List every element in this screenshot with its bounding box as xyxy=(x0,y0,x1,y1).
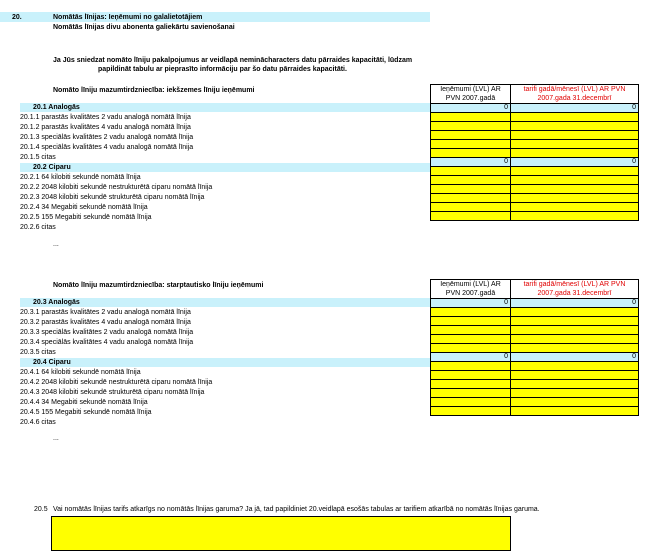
table-row xyxy=(431,140,639,149)
col-revenue-header: Ieņēmumi (LVL) AR PVN 2007.gadā xyxy=(431,280,511,299)
domestic-revenue-table xyxy=(430,84,639,221)
tariff-cell[interactable]: 0 xyxy=(511,299,639,308)
tariff-cell[interactable] xyxy=(511,113,639,122)
revenue-cell[interactable] xyxy=(431,212,511,221)
item-row-label: 20.3.4 speciālās kvalitātes 4 vadu analogā nomātā līnija xyxy=(20,339,194,346)
table-row xyxy=(431,371,639,380)
item-row-label: 20.3.2 parastās kvalitātes 4 vadu analogā nomātā līnija xyxy=(20,319,191,326)
revenue-cell[interactable] xyxy=(431,140,511,149)
tariff-cell[interactable] xyxy=(511,362,639,371)
item-row-label: 20.2.6 citas xyxy=(20,224,56,231)
section-number: 20. xyxy=(12,14,22,21)
revenue-cell[interactable] xyxy=(431,185,511,194)
item-row-label: 20.4.1 64 kilobiti sekundē nomātā līnija xyxy=(20,369,141,376)
table-row xyxy=(431,185,639,194)
item-row-label: 20.4.3 2048 kilobiti sekundē strukturētā ciparu nomātā līnija xyxy=(20,389,205,396)
tariff-cell[interactable] xyxy=(511,398,639,407)
item-row-label: 20.2.1 64 kilobiti sekundē nomātā līnija xyxy=(20,174,141,181)
item-row-label: 20.3.1 parastās kvalitātes 2 vadu analogā nomātā līnija xyxy=(20,309,191,316)
table-row xyxy=(431,326,639,335)
revenue-cell[interactable] xyxy=(431,407,511,416)
tariff-cell[interactable]: 0 xyxy=(511,158,639,167)
table-row xyxy=(431,335,639,344)
revenue-cell[interactable] xyxy=(431,317,511,326)
table-row xyxy=(431,149,639,158)
tariff-cell[interactable] xyxy=(511,131,639,140)
table-row xyxy=(431,317,639,326)
table-row xyxy=(431,158,639,167)
col-tariff-header: tarifi gadā/mēnesī (LVL) AR PVN 2007.gada 31.decembrī xyxy=(511,85,639,104)
revenue-cell[interactable] xyxy=(431,398,511,407)
col-revenue-header: Ieņēmumi (LVL) AR PVN 2007.gadā xyxy=(431,85,511,104)
table-row xyxy=(431,113,639,122)
table-row xyxy=(431,104,639,113)
tariff-cell[interactable] xyxy=(511,185,639,194)
table-row xyxy=(431,212,639,221)
item-row-label: 20.1.3 speciālās kvalitātes 2 vadu analogā nomātā līnija xyxy=(20,134,194,141)
revenue-cell[interactable] xyxy=(431,122,511,131)
revenue-cell[interactable] xyxy=(431,326,511,335)
revenue-cell[interactable] xyxy=(431,131,511,140)
tariff-cell[interactable] xyxy=(511,335,639,344)
item-row-label: 20.2.5 155 Megabiti sekundē nomātā līnija xyxy=(20,214,152,221)
item-row-label: 20.2.4 34 Megabiti sekundē nomātā līnija xyxy=(20,204,148,211)
tariff-cell[interactable]: 0 xyxy=(511,353,639,362)
col-tariff-header: tarifi gadā/mēnesī (LVL) AR PVN 2007.gada 31.decembrī xyxy=(511,280,639,299)
section-subtitle: Nomātās līnijas divu abonenta galiekārtu savienošanai xyxy=(53,24,235,31)
tariff-cell[interactable] xyxy=(511,326,639,335)
tariff-cell[interactable] xyxy=(511,149,639,158)
group-row-label: 20.4 Ciparu xyxy=(33,359,71,366)
item-row-label: 20.1.1 parastās kvalitātes 2 vadu analogā nomātā līnija xyxy=(20,114,191,121)
tariff-cell[interactable] xyxy=(511,380,639,389)
revenue-cell[interactable] xyxy=(431,371,511,380)
item-row-label: 20.2.3 2048 kilobiti sekundē strukturētā ciparu nomātā līnija xyxy=(20,194,205,201)
revenue-cell[interactable] xyxy=(431,380,511,389)
section1-title: Nomāto līniju mazumtirdzniecība: iekšzemes līniju ieņēmumi xyxy=(53,87,255,94)
revenue-cell[interactable] xyxy=(431,113,511,122)
revenue-cell[interactable] xyxy=(431,335,511,344)
revenue-cell[interactable] xyxy=(431,149,511,158)
item-row-label: 20.3.5 citas xyxy=(20,349,56,356)
group-row-label: 20.3 Analogās xyxy=(33,299,80,306)
tariff-cell[interactable] xyxy=(511,194,639,203)
table-row xyxy=(431,380,639,389)
item-row-label: 20.4.4 34 Megabiti sekundē nomātā līnija xyxy=(20,399,148,406)
section-title: Nomātās līnijas: Ieņēmumi no galalietotājiem xyxy=(53,14,203,21)
revenue-cell[interactable]: 0 xyxy=(431,353,511,362)
table-row xyxy=(431,299,639,308)
item-row-label: 20.1.5 citas xyxy=(20,154,56,161)
revenue-cell[interactable] xyxy=(431,167,511,176)
item-row-label: 20.4.2 2048 kilobiti sekundē nestrukturētā ciparu nomātā līnija xyxy=(20,379,213,386)
table-row xyxy=(431,167,639,176)
tariff-cell[interactable] xyxy=(511,371,639,380)
revenue-cell[interactable] xyxy=(431,194,511,203)
item-row-label: 20.2.2 2048 kilobiti sekundē nestrukturētā ciparu nomātā līnija xyxy=(20,184,213,191)
group-row-label: 20.1 Analogās xyxy=(33,104,80,111)
revenue-cell[interactable] xyxy=(431,203,511,212)
table-row xyxy=(431,203,639,212)
group-row-band xyxy=(20,298,430,307)
revenue-cell[interactable] xyxy=(431,389,511,398)
item-row-label: 20.4.5 155 Megabiti sekundē nomātā līnija xyxy=(20,409,152,416)
tariff-cell[interactable] xyxy=(511,407,639,416)
table-row xyxy=(431,176,639,185)
table-row xyxy=(431,407,639,416)
table-row xyxy=(431,131,639,140)
tariff-cell[interactable] xyxy=(511,317,639,326)
revenue-cell[interactable] xyxy=(431,176,511,185)
group-row-label: 20.2 Ciparu xyxy=(33,164,71,171)
tariff-cell[interactable] xyxy=(511,122,639,131)
revenue-cell[interactable] xyxy=(431,362,511,371)
item-row-label: 20.1.4 speciālās kvalitātes 4 vadu analogā nomātā līnija xyxy=(20,144,194,151)
item-row-label: 20.1.2 parastās kvalitātes 4 vadu analogā nomātā līnija xyxy=(20,124,191,131)
table-row xyxy=(431,194,639,203)
table-row xyxy=(431,122,639,131)
item-row-label: 20.4.6 citas xyxy=(20,419,56,426)
tariff-cell[interactable] xyxy=(511,389,639,398)
tariff-cell[interactable]: 0 xyxy=(511,104,639,113)
revenue-cell[interactable]: 0 xyxy=(431,104,511,113)
tariff-cell[interactable] xyxy=(511,167,639,176)
table-row xyxy=(431,398,639,407)
question-text: Vai nomātās līnijas tarifs atkarīgs no nomātās līnijas garuma? Ja jā, tad papildiniet 20.veidlapā esošās tabulas ar tarifiem atkarībā no nomātās līnijas garuma. xyxy=(53,506,540,513)
section2-title: Nomāto līniju mazumtirdzniecība: starptautisko līniju ieņēmumi xyxy=(53,282,264,289)
intro-line-2: papildināt tabulu ar pieprasīto informāciju par šo datu pārraides kapacitāti. xyxy=(98,66,347,73)
group-row-band xyxy=(20,163,430,172)
table-row xyxy=(431,353,639,362)
tariff-cell[interactable] xyxy=(511,140,639,149)
table-row xyxy=(431,362,639,371)
revenue-cell[interactable]: 0 xyxy=(431,158,511,167)
section1-ellipsis: ... xyxy=(53,241,59,248)
tariff-cell[interactable] xyxy=(511,212,639,221)
tariff-cell[interactable] xyxy=(511,308,639,317)
intro-line-1: Ja Jūs sniedzat nomāto līniju pakalpojumus ar veidlapā neminācharacters datu pārraides kapacitāti, lūdzam xyxy=(53,57,413,64)
revenue-cell[interactable]: 0 xyxy=(431,299,511,308)
group-row-band xyxy=(20,103,430,112)
tariff-cell[interactable] xyxy=(511,176,639,185)
table-row xyxy=(431,389,639,398)
tariff-cell[interactable] xyxy=(511,203,639,212)
question-number: 20.5 xyxy=(34,506,48,513)
revenue-cell[interactable] xyxy=(431,308,511,317)
group-row-band xyxy=(20,358,430,367)
international-revenue-table xyxy=(430,279,639,416)
tariff-cell[interactable] xyxy=(511,344,639,353)
section2-ellipsis: ... xyxy=(53,435,59,442)
table-row xyxy=(431,344,639,353)
table-row xyxy=(431,308,639,317)
item-row-label: 20.3.3 speciālās kvalitātes 2 vadu analogā nomātā līnija xyxy=(20,329,194,336)
revenue-cell[interactable] xyxy=(431,344,511,353)
question-answer-field[interactable] xyxy=(51,516,511,551)
